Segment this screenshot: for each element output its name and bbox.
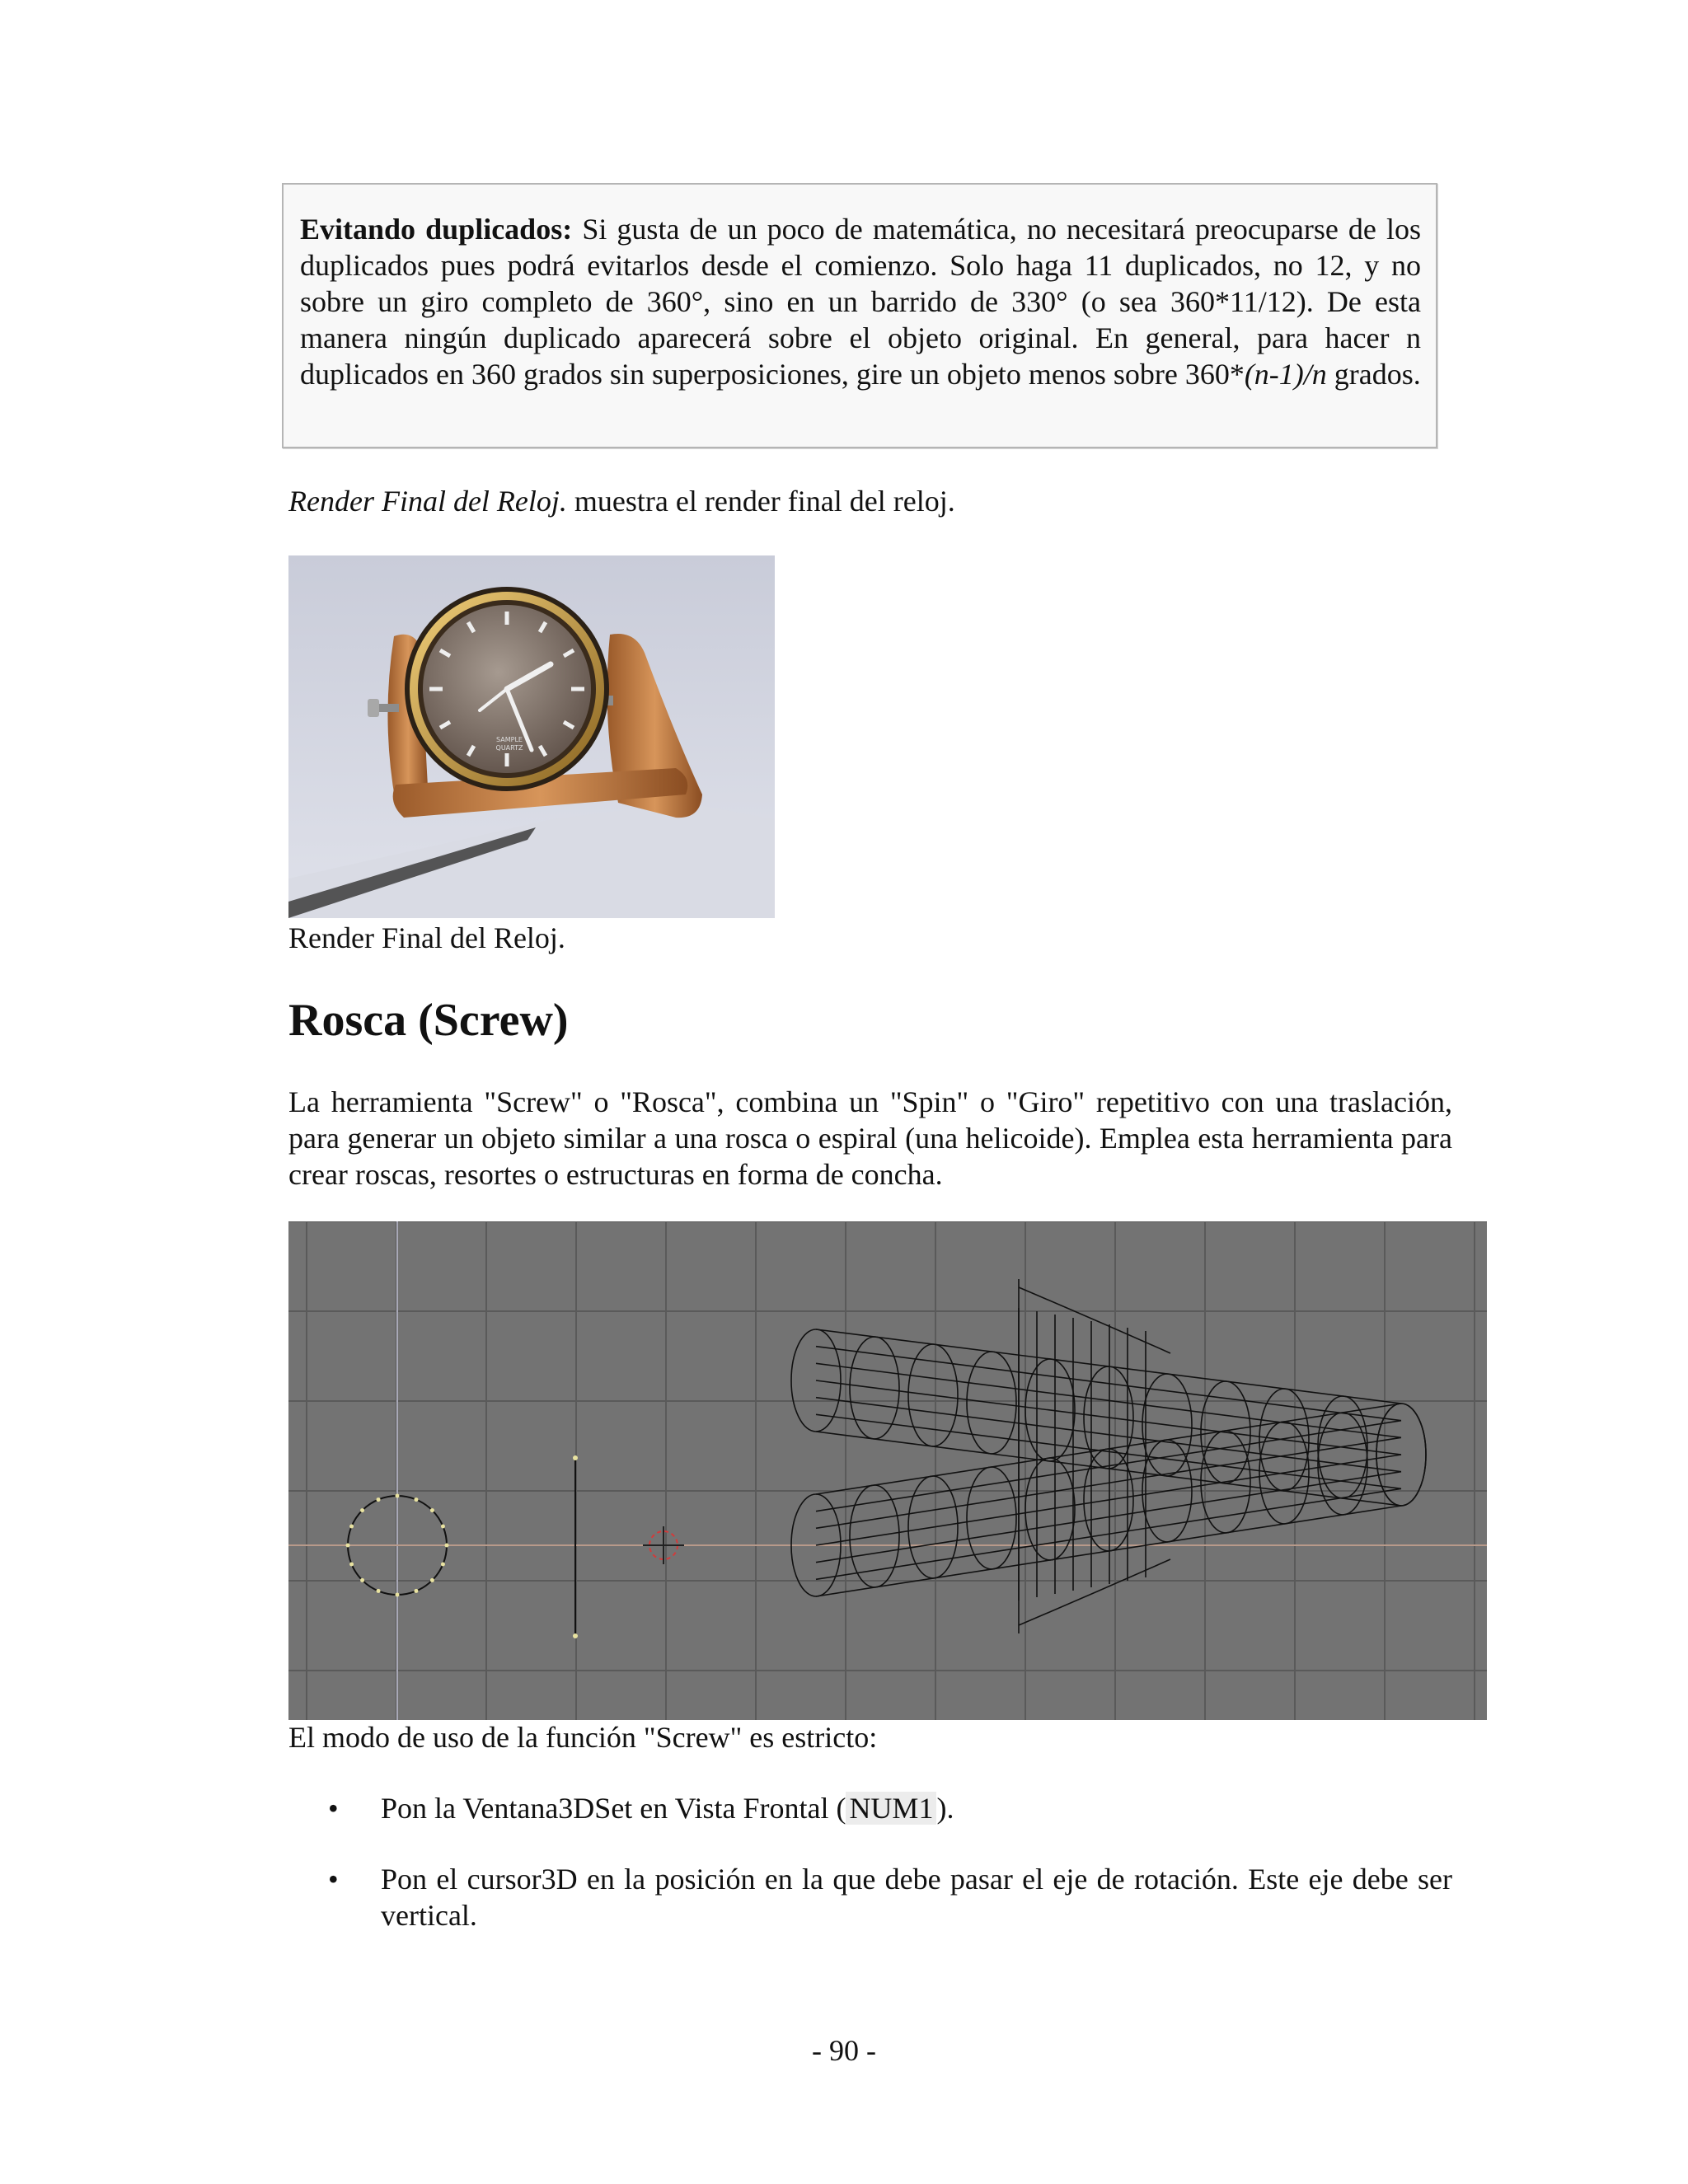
intro-text: muestra el render final del reloj. bbox=[566, 485, 955, 518]
note-label: Evitando duplicados: bbox=[300, 213, 573, 246]
clock-render-image bbox=[288, 555, 775, 918]
figure-reference: Render Final del Reloj. bbox=[288, 485, 567, 518]
bullet-marker: • bbox=[328, 1863, 339, 1896]
bullet-item-1 bbox=[381, 1790, 1452, 1826]
clock-caption: Render Final del Reloj. bbox=[288, 921, 565, 954]
note-text: Si gusta de un poco de matemática, no necesitará preocuparse de los duplicados pues podrá evitarlos desde el comienzo. Solo haga 11 duplicados, no 12, y no sobre un giro completo de 360°, sino en un barrido de 330° (o sea 360*11/12). De esta manera ningún duplicado aparecerá sobre el objeto original. En general, para hacer n duplicados en 360 grados sin superposiciones, gire un objeto menos sobre 360* bbox=[300, 213, 1421, 391]
section-title: Rosca (Screw) bbox=[288, 995, 569, 1046]
section-paragraph: La herramienta "Screw" o "Rosca", combina un "Spin" o "Giro" repetitivo con una traslación, para generar un objeto similar a una rosca o espiral (una helicoide). Emplea esta herramienta para crear roscas, resortes o estructuras en forma de concha. bbox=[288, 1085, 1452, 1191]
note-text-end: grados. bbox=[1326, 358, 1421, 391]
section-heading bbox=[288, 996, 569, 1045]
clock-face-text: SAMPLE bbox=[496, 736, 523, 743]
note-formula: (n-1)/n bbox=[1244, 358, 1327, 391]
bullet-item-2: Pon el cursor3D en la posición en la que debe pasar el eje de rotación. Este eje debe ser vertical. bbox=[381, 1863, 1452, 1932]
intro-line bbox=[288, 483, 1452, 519]
bullet-text: Pon la Ventana3DSet en Vista Frontal ( bbox=[381, 1792, 846, 1825]
bullet-text: ). bbox=[936, 1792, 954, 1825]
page-number: - 90 - bbox=[812, 2034, 876, 2067]
bullet-marker: • bbox=[328, 1792, 339, 1825]
keyboard-shortcut: NUM1 bbox=[846, 1792, 936, 1825]
clock-face-text: QUARTZ bbox=[495, 744, 523, 752]
note-box bbox=[282, 183, 1437, 448]
screw-viewport-image bbox=[288, 1221, 1487, 1720]
usage-intro: El modo de uso de la función "Screw" es estricto: bbox=[288, 1721, 878, 1754]
